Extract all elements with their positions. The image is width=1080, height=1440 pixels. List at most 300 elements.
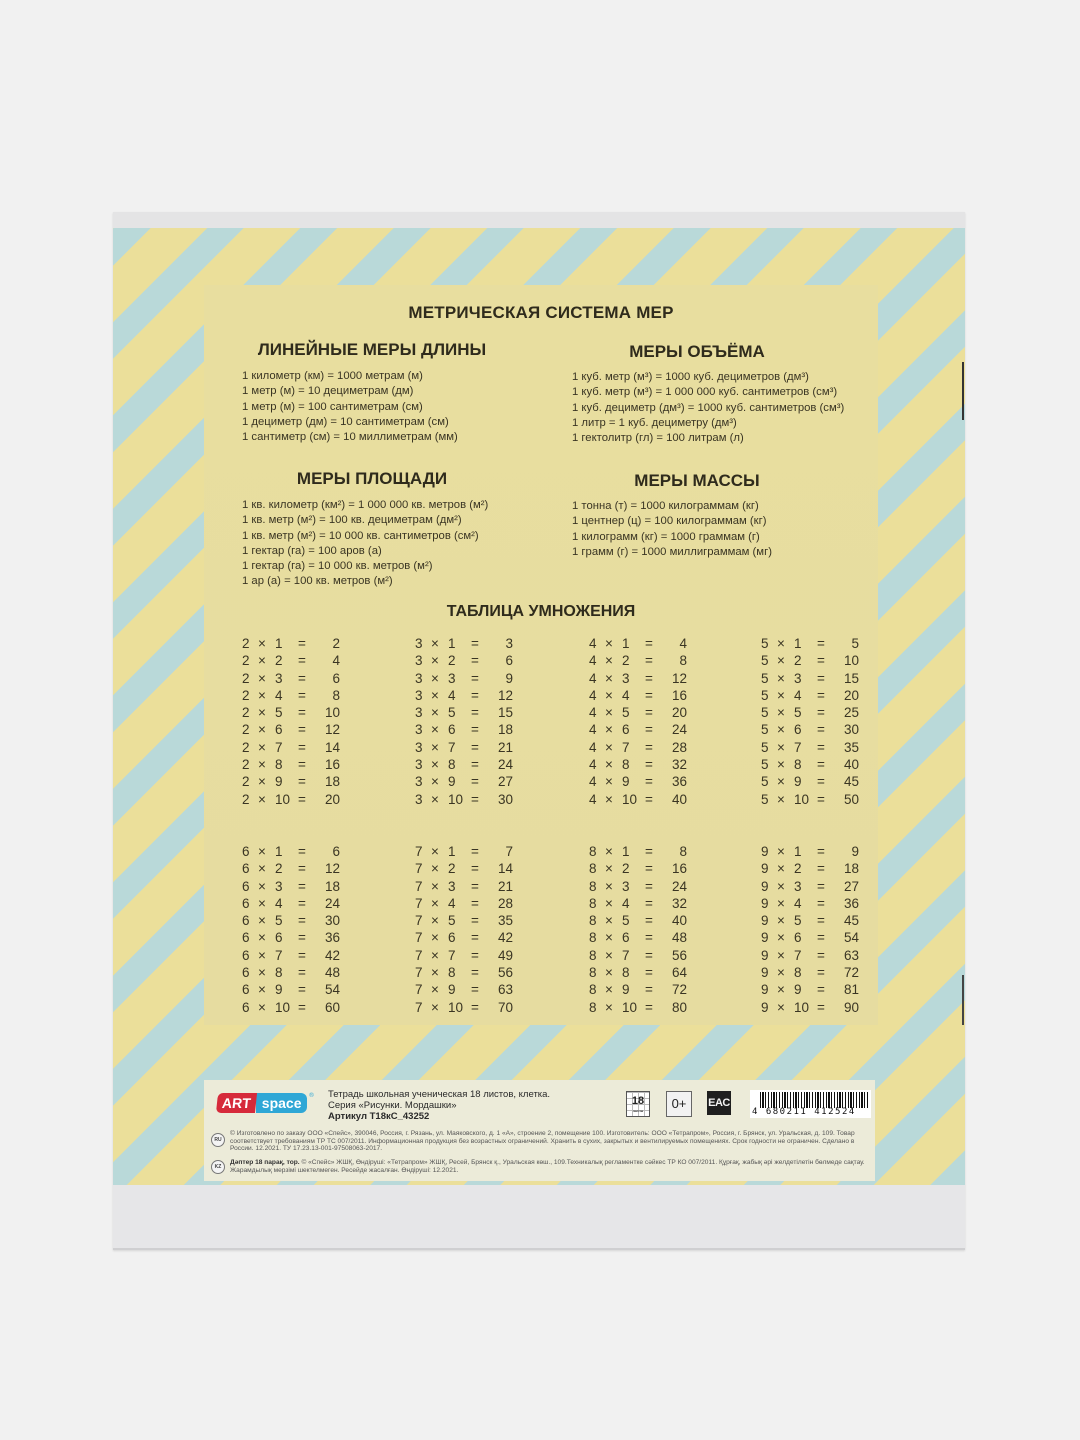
mult-row <box>589 671 689 688</box>
product: 80 <box>671 999 687 1015</box>
times-sign: × <box>777 982 785 998</box>
product: 8 <box>679 844 687 859</box>
ru-legal-text: © Изготовлено по заказу ООО «Спейс», 390046, Россия, г. Рязань, ул. Маяковского, д. 1 «А», строение 2, помещение 100. Изготовитель: ООО «Тетрапром», Россия, г. Брянск, ул. Уральская, д. 109. Товар соответствует требованиям ТР ТС 007/2011. Информационная продукция без возрастных ограничений. Хранить в сухих, закрытых и вентилируемых помещениях. Срок годности не ограничен. Сделано в России. 12.2021. ТУ 17.23.13-001-97508063-2017. <box>230 1130 855 1153</box>
equals-sign: = <box>817 636 825 651</box>
multiplicand: 4 <box>589 636 597 651</box>
equals-sign: = <box>645 947 653 963</box>
multiplier: 6 <box>275 930 283 946</box>
times-sign: × <box>777 687 785 703</box>
multiplier: 8 <box>794 965 802 981</box>
staple-mark <box>962 975 964 1025</box>
multiplier: 1 <box>448 636 456 651</box>
length-rules <box>242 369 458 445</box>
mult-row <box>242 948 342 965</box>
equals-sign: = <box>298 895 306 911</box>
multiplicand: 5 <box>761 739 769 755</box>
equals-sign: = <box>298 965 306 981</box>
multiplier: 5 <box>275 913 283 929</box>
rule-line: 1 километр (км) = 1000 метрам (м) <box>242 370 423 382</box>
multiplicand: 2 <box>242 670 250 686</box>
equals-sign: = <box>471 722 479 738</box>
multiplier: 7 <box>794 739 802 755</box>
times-sign: × <box>431 774 439 790</box>
kz-country-icon: KZ <box>211 1160 225 1174</box>
equals-sign: = <box>471 653 479 669</box>
multiplicand: 6 <box>242 878 250 894</box>
mult-row <box>761 930 861 947</box>
cover-top-edge <box>113 212 965 228</box>
times-sign: × <box>777 774 785 790</box>
product: 12 <box>671 670 687 686</box>
times-sign: × <box>431 705 439 721</box>
product: 45 <box>843 774 859 790</box>
equals-sign: = <box>471 844 479 859</box>
mult-row <box>415 913 515 930</box>
times-sign: × <box>431 930 439 946</box>
multiplicand: 5 <box>761 722 769 738</box>
product: 30 <box>324 913 340 929</box>
times-sign: × <box>605 636 613 651</box>
mult-row <box>415 948 515 965</box>
multiplicand: 7 <box>415 982 423 998</box>
barcode-number: 4 680211 412524 <box>752 1107 856 1117</box>
equals-sign: = <box>817 930 825 946</box>
multiplicand: 7 <box>415 947 423 963</box>
multiplier: 3 <box>794 670 802 686</box>
product: 36 <box>324 930 340 946</box>
multiplicand: 9 <box>761 895 769 911</box>
mult-block-6 <box>242 844 342 1017</box>
mult-row <box>761 948 861 965</box>
times-sign: × <box>605 670 613 686</box>
multiplier: 1 <box>622 844 630 859</box>
equals-sign: = <box>298 653 306 669</box>
sheets-count-caption: листов <box>632 1109 644 1113</box>
age-rating-badge: 0+ <box>666 1091 692 1117</box>
multiplicand: 9 <box>761 844 769 859</box>
multiplier: 9 <box>275 982 283 998</box>
mult-row <box>761 688 861 705</box>
product: 63 <box>843 947 859 963</box>
multiplier: 9 <box>622 982 630 998</box>
multiplier: 6 <box>448 930 456 946</box>
multiplier: 1 <box>794 636 802 651</box>
multiplicand: 7 <box>415 844 423 859</box>
area-rules <box>242 498 488 590</box>
equals-sign: = <box>645 705 653 721</box>
product: 16 <box>671 687 687 703</box>
mult-row <box>242 757 342 774</box>
multiplier: 1 <box>275 636 283 651</box>
times-sign: × <box>605 687 613 703</box>
multiplicand: 5 <box>761 636 769 651</box>
product: 21 <box>497 739 513 755</box>
equals-sign: = <box>298 930 306 946</box>
equals-sign: = <box>645 895 653 911</box>
multiplicand: 8 <box>589 844 597 859</box>
times-sign: × <box>258 965 266 981</box>
multiplicand: 6 <box>242 982 250 998</box>
multiplier: 1 <box>275 844 283 859</box>
times-sign: × <box>777 930 785 946</box>
product: 40 <box>671 791 687 807</box>
times-sign: × <box>777 895 785 911</box>
times-sign: × <box>258 913 266 929</box>
multiplicand: 5 <box>761 774 769 790</box>
multiplier: 5 <box>794 705 802 721</box>
product: 36 <box>843 895 859 911</box>
rule-line: 1 гектар (га) = 100 аров (а) <box>242 544 382 557</box>
multiplier: 4 <box>622 687 630 703</box>
product: 48 <box>671 930 687 946</box>
product: 28 <box>497 895 513 911</box>
multiplier: 7 <box>448 947 456 963</box>
artspace-logo <box>217 1092 314 1114</box>
product: 24 <box>671 722 687 738</box>
product-description <box>328 1089 550 1122</box>
mass-heading: МЕРЫ МАССЫ <box>634 471 760 490</box>
equals-sign: = <box>298 878 306 894</box>
multiplier: 8 <box>794 757 802 773</box>
product: 3 <box>505 636 513 651</box>
multiplier: 9 <box>448 982 456 998</box>
product: 36 <box>671 774 687 790</box>
times-sign: × <box>777 739 785 755</box>
multiplier: 2 <box>448 653 456 669</box>
product: 90 <box>843 999 859 1015</box>
multiplicand: 4 <box>589 774 597 790</box>
equals-sign: = <box>817 895 825 911</box>
times-sign: × <box>258 757 266 773</box>
product: 40 <box>843 757 859 773</box>
times-sign: × <box>258 878 266 894</box>
times-sign: × <box>431 947 439 963</box>
product: 6 <box>332 670 340 686</box>
mult-row <box>589 982 689 999</box>
equals-sign: = <box>298 739 306 755</box>
equals-sign: = <box>298 791 306 807</box>
mult-row <box>242 774 342 791</box>
multiplier: 10 <box>794 791 810 807</box>
multiplicand: 6 <box>242 999 250 1015</box>
product: 32 <box>671 757 687 773</box>
multiplicand: 7 <box>415 895 423 911</box>
equals-sign: = <box>645 999 653 1015</box>
multiplier: 2 <box>794 861 802 877</box>
product: 2 <box>332 636 340 651</box>
mult-row <box>761 671 861 688</box>
mult-row <box>761 757 861 774</box>
times-sign: × <box>605 653 613 669</box>
equals-sign: = <box>817 999 825 1015</box>
equals-sign: = <box>817 687 825 703</box>
mult-row <box>242 792 342 809</box>
rule-line: 1 гектолитр (гл) = 100 литрам (л) <box>572 432 744 445</box>
multiplicand: 3 <box>415 722 423 738</box>
multiplicand: 2 <box>242 791 250 807</box>
multiplier: 2 <box>622 653 630 669</box>
equals-sign: = <box>645 965 653 981</box>
multiplicand: 3 <box>415 670 423 686</box>
times-sign: × <box>258 739 266 755</box>
times-sign: × <box>431 687 439 703</box>
times-sign: × <box>605 930 613 946</box>
times-sign: × <box>258 999 266 1015</box>
barcode-bars <box>760 1092 868 1108</box>
multiplicand: 4 <box>589 705 597 721</box>
multiplier: 10 <box>275 999 291 1015</box>
mult-block-4 <box>589 636 689 809</box>
area-heading: МЕРЫ ПЛОЩАДИ <box>296 469 448 488</box>
mult-row <box>589 948 689 965</box>
times-sign: × <box>605 947 613 963</box>
mult-row <box>415 896 515 913</box>
times-sign: × <box>777 844 785 859</box>
multiplier: 6 <box>622 930 630 946</box>
multiplicand: 3 <box>415 791 423 807</box>
equals-sign: = <box>817 739 825 755</box>
cover-bottom-edge <box>113 1185 965 1250</box>
mult-row <box>415 671 515 688</box>
striped-cover <box>113 228 965 1187</box>
times-sign: × <box>431 653 439 669</box>
product: 32 <box>671 895 687 911</box>
equals-sign: = <box>817 757 825 773</box>
equals-sign: = <box>817 774 825 790</box>
equals-sign: = <box>817 653 825 669</box>
times-sign: × <box>258 791 266 807</box>
multiplier: 9 <box>622 774 630 790</box>
multiplicand: 2 <box>242 722 250 738</box>
multiplier: 2 <box>275 653 283 669</box>
multiplier: 7 <box>275 947 283 963</box>
product: 56 <box>497 965 513 981</box>
mult-row <box>761 722 861 739</box>
multiplicand: 9 <box>761 878 769 894</box>
mult-row <box>589 879 689 896</box>
mult-row <box>589 653 689 670</box>
product: 15 <box>497 705 513 721</box>
times-sign: × <box>777 947 785 963</box>
times-sign: × <box>777 636 785 651</box>
multiplier: 3 <box>275 878 283 894</box>
equals-sign: = <box>471 965 479 981</box>
equals-sign: = <box>298 982 306 998</box>
content-panel <box>204 285 878 1025</box>
mult-row <box>415 792 515 809</box>
times-sign: × <box>777 757 785 773</box>
equals-sign: = <box>298 636 306 651</box>
times-sign: × <box>431 913 439 929</box>
multiplier: 8 <box>275 757 283 773</box>
multiplier: 7 <box>622 947 630 963</box>
multiplier: 5 <box>622 913 630 929</box>
equals-sign: = <box>471 947 479 963</box>
multiplier: 4 <box>448 895 456 911</box>
multiplicand: 9 <box>761 861 769 877</box>
equals-sign: = <box>817 705 825 721</box>
times-sign: × <box>431 878 439 894</box>
equals-sign: = <box>645 670 653 686</box>
multiplier: 5 <box>622 705 630 721</box>
product: 30 <box>843 722 859 738</box>
times-sign: × <box>605 774 613 790</box>
multiplier: 4 <box>794 895 802 911</box>
product: 35 <box>843 739 859 755</box>
product: 6 <box>332 844 340 859</box>
ru-country-icon: RU <box>211 1133 225 1147</box>
rule-line: 1 дециметр (дм) = 10 сантиметрам (см) <box>242 415 449 428</box>
sheets-count-badge <box>626 1091 650 1117</box>
multiplicand: 5 <box>761 653 769 669</box>
mult-row <box>589 792 689 809</box>
equals-sign: = <box>298 687 306 703</box>
product: 15 <box>843 670 859 686</box>
product: 7 <box>505 844 513 859</box>
times-sign: × <box>605 999 613 1015</box>
times-sign: × <box>258 895 266 911</box>
mult-row <box>589 1000 689 1017</box>
equals-sign: = <box>471 791 479 807</box>
product: 18 <box>324 774 340 790</box>
mass-rules <box>572 499 772 560</box>
times-sign: × <box>605 791 613 807</box>
product: 20 <box>843 687 859 703</box>
times-sign: × <box>431 636 439 651</box>
equals-sign: = <box>471 878 479 894</box>
product: 81 <box>843 982 859 998</box>
product: 56 <box>671 947 687 963</box>
equals-sign: = <box>298 861 306 877</box>
mult-row <box>589 757 689 774</box>
mult-block-8 <box>589 844 689 1017</box>
product: 14 <box>497 861 513 877</box>
rule-line: 1 центнер (ц) = 100 килограммам (кг) <box>572 515 767 528</box>
product-info-box <box>204 1080 875 1181</box>
mult-row <box>242 982 342 999</box>
multiplier: 3 <box>622 670 630 686</box>
equals-sign: = <box>471 913 479 929</box>
mult-row <box>761 896 861 913</box>
logo-space: space <box>256 1093 308 1113</box>
mult-block-9 <box>761 844 861 1017</box>
multiplicand: 4 <box>589 739 597 755</box>
times-sign: × <box>258 844 266 859</box>
product: 5 <box>851 636 859 651</box>
rule-line: 1 куб. дециметр (дм³) = 1000 куб. сантиметров (см³) <box>572 401 845 414</box>
equals-sign: = <box>645 653 653 669</box>
multiplicand: 7 <box>415 999 423 1015</box>
rule-line: 1 сантиметр (см) = 10 миллиметрам (мм) <box>242 431 458 444</box>
mult-row <box>589 722 689 739</box>
mult-row <box>589 896 689 913</box>
product: 12 <box>324 722 340 738</box>
times-sign: × <box>431 844 439 859</box>
equals-sign: = <box>817 791 825 807</box>
product: 9 <box>505 670 513 686</box>
mult-row <box>761 879 861 896</box>
mult-row <box>589 913 689 930</box>
barcode <box>750 1090 871 1118</box>
multiplicand: 4 <box>589 791 597 807</box>
multiplicand: 8 <box>589 999 597 1015</box>
multiplicand: 6 <box>242 895 250 911</box>
mult-row <box>242 965 342 982</box>
multiplicand: 6 <box>242 844 250 859</box>
product: 35 <box>497 913 513 929</box>
equals-sign: = <box>298 774 306 790</box>
mult-row <box>415 930 515 947</box>
mult-row <box>589 705 689 722</box>
multiplicand: 8 <box>589 982 597 998</box>
mult-row <box>415 879 515 896</box>
rule-line: 1 килограмм (кг) = 1000 граммам (г) <box>572 530 760 543</box>
mult-row <box>761 792 861 809</box>
multiplicand: 4 <box>589 757 597 773</box>
equals-sign: = <box>817 722 825 738</box>
multiplier: 5 <box>448 705 456 721</box>
product: 10 <box>324 705 340 721</box>
product-line-1: Тетрадь школьная ученическая 18 листов, клетка. <box>328 1089 551 1100</box>
mult-row <box>761 636 861 653</box>
times-sign: × <box>258 861 266 877</box>
staple-mark <box>962 362 964 420</box>
product: 8 <box>332 687 340 703</box>
equals-sign: = <box>471 670 479 686</box>
product: 8 <box>679 653 687 669</box>
times-sign: × <box>777 722 785 738</box>
equals-sign: = <box>645 774 653 790</box>
multiplicand: 7 <box>415 965 423 981</box>
product: 30 <box>497 791 513 807</box>
mult-row <box>242 705 342 722</box>
multiplier: 9 <box>275 774 283 790</box>
rule-line: 1 куб. метр (м³) = 1 000 000 куб. сантиметров (см³) <box>572 386 838 399</box>
multiplier: 10 <box>622 999 638 1015</box>
times-sign: × <box>258 774 266 790</box>
multiplier: 3 <box>275 670 283 686</box>
times-sign: × <box>258 982 266 998</box>
multiplicand: 2 <box>242 636 250 651</box>
equals-sign: = <box>645 844 653 859</box>
product: 54 <box>324 982 340 998</box>
mult-row <box>242 740 342 757</box>
multiplicand: 5 <box>761 791 769 807</box>
times-sign: × <box>605 739 613 755</box>
multiplier: 8 <box>275 965 283 981</box>
equals-sign: = <box>471 739 479 755</box>
times-sign: × <box>431 861 439 877</box>
equals-sign: = <box>645 687 653 703</box>
mult-row <box>242 896 342 913</box>
sheets-count: 18 <box>631 1095 645 1107</box>
times-sign: × <box>777 861 785 877</box>
mult-row <box>761 844 861 861</box>
multiplicand: 5 <box>761 670 769 686</box>
equals-sign: = <box>817 947 825 963</box>
times-sign: × <box>431 982 439 998</box>
times-sign: × <box>258 670 266 686</box>
multiplier: 4 <box>622 895 630 911</box>
mult-row <box>589 930 689 947</box>
page-title: МЕТРИЧЕСКАЯ СИСТЕМА МЕР <box>408 303 674 322</box>
length-heading: ЛИНЕЙНЫЕ МЕРЫ ДЛИНЫ <box>257 340 487 359</box>
product: 72 <box>843 965 859 981</box>
multiplicand: 2 <box>242 653 250 669</box>
multiplicand: 7 <box>415 930 423 946</box>
times-sign: × <box>605 895 613 911</box>
mult-row <box>761 982 861 999</box>
